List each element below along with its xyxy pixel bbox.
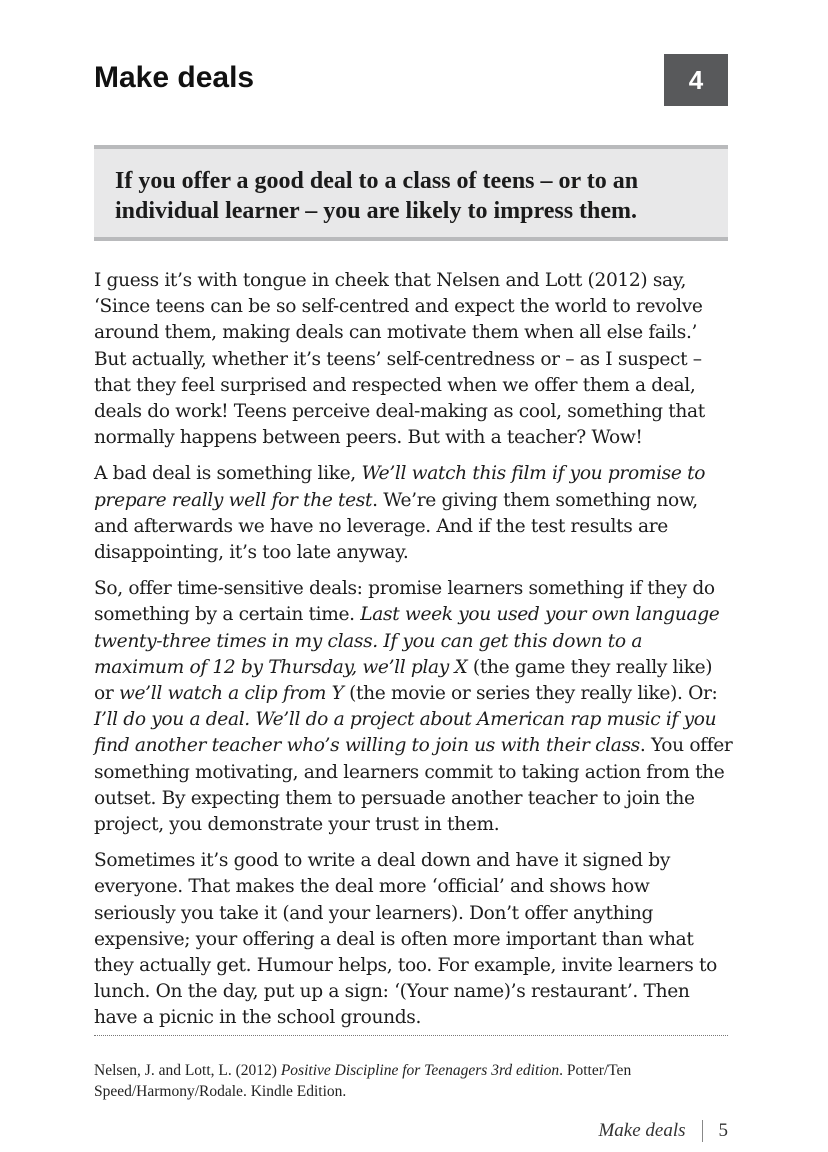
page-title: Make deals <box>94 61 255 94</box>
footer-separator <box>702 1120 703 1142</box>
p2-text: A bad deal is something like, <box>94 463 362 485</box>
footer-section-title: Make deals <box>598 1120 686 1141</box>
ref-publisher: . Potter/Ten Speed/Harmony/Rodale. Kindle Edition. <box>94 1062 632 1100</box>
body-text <box>94 268 734 1042</box>
p3-italic-example: we’ll watch a clip from Y <box>118 683 344 705</box>
ref-book-title: Positive Discipline for Teenagers 3rd edition <box>280 1062 560 1079</box>
reference-divider <box>94 1035 728 1036</box>
paragraph-4: Sometimes it’s good to write a deal down and have it signed by everyone. That makes the deal more ‘official’ and shows how seriously you take it (and your learners). Don’t offer anything expensive; your offering a deal is often more important than what they actually get. Humour helps, too. For example, invite learners to lunch. On the day, put up a sign: ‘(Your name)’s restaurant’. Then have a picnic in the school grounds. <box>94 850 718 1029</box>
p3-italic-example: I’ll do you a deal. We’ll do a project about American rap music if you find another teacher who’s willing to join us with their class <box>94 709 717 757</box>
p3-text: (the movie or series they really like). Or: <box>343 683 718 705</box>
callout-text: If you offer a good deal to a class of teens – or to an individual learner – you are likely to impress them. <box>115 168 639 224</box>
p3-italic-example: Last week you used your own language twenty-three times in my class. If you can get this down to a maximum of 12 by Thursday, we’ll play X <box>94 604 720 678</box>
paragraph-1: I guess it’s with tongue in cheek that Nelsen and Lott (2012) say, ‘Since teens can be so self-centred and expect the world to revolve around them, making deals can motivate them when all else fails.’ But actually, whether it’s teens’ self-centredness or – as I suspect – that they feel surprised and respected when we offer them a deal, deals do work! Teens perceive deal-making as cool, something that normally happens between peers. But with a teacher? Wow! <box>94 270 705 449</box>
key-point-callout <box>94 145 728 241</box>
p3-text: So, offer time-sensitive deals: promise learners something if they do something by a certain time. <box>94 578 715 626</box>
paragraph-3 <box>94 576 734 838</box>
p2-italic-example: We’ll watch this film if you promise to prepare really well for the test <box>94 463 706 511</box>
reference-note <box>94 1060 734 1102</box>
page-footer <box>598 1119 728 1143</box>
chapter-number-badge: 4 <box>664 54 728 106</box>
p3-text: . You offer something motivating, and learners commit to taking action from the outset. By expecting them to persuade another teacher to join the project, you demonstrate your trust in them. <box>94 735 733 836</box>
paragraph-2 <box>94 461 734 566</box>
ref-authors: Nelsen, J. and Lott, L. (2012) <box>94 1062 281 1079</box>
p3-text: (the game they really like) or <box>94 656 713 705</box>
p2-text: . We’re giving them something now, and afterwards we have no leverage. And if the test results are disappointing, it’s too late anyway. <box>94 489 698 564</box>
page-number: 5 <box>718 1120 728 1141</box>
